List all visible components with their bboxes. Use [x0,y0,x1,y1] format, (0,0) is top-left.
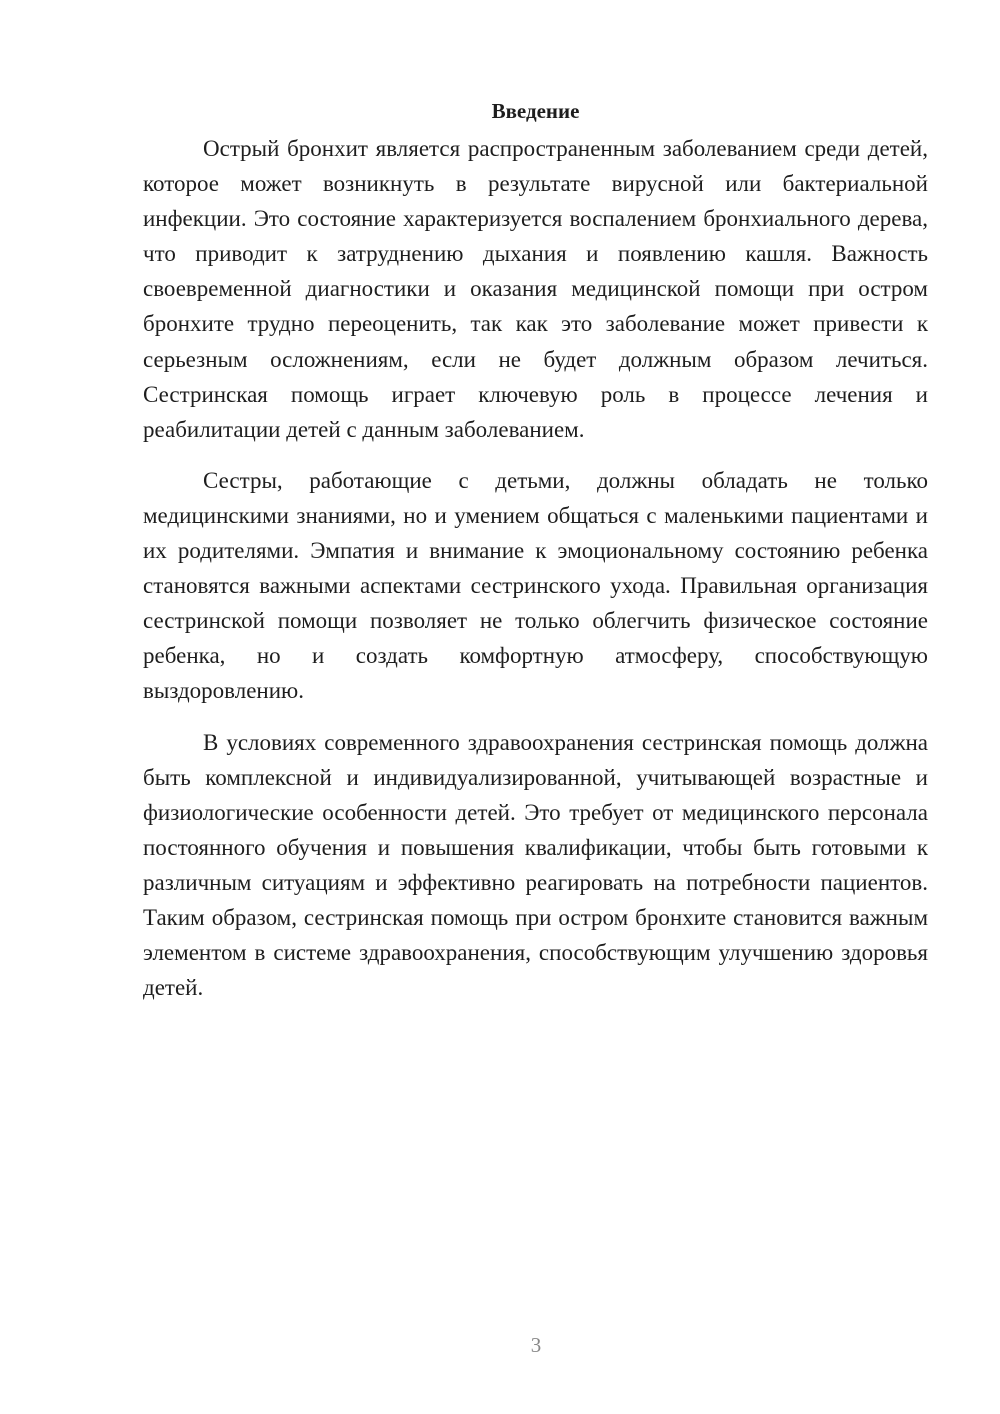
page-content [143,96,928,1021]
paragraph-1: Острый бронхит является распространенным заболеванием среди детей, которое может возникнуть в результате вирусной или бактериальной инфекции. Это состояние характеризуется воспалением бронхиального дерева, что приводит к затруднению дыхания и появлению кашля. Важность своевременной диагностики и оказания медицинской помощи при остром бронхите трудно переоценить, так как это заболевание может привести к серьезным осложнениям, если не будет должным образом лечиться. Сестринская помощь играет ключевую роль в процессе лечения и реабилитации детей с данным заболеванием. [143,136,928,442]
section-title: Введение [491,99,580,123]
paragraph-3: В условиях современного здравоохранения сестринская помощь должна быть комплексной и индивидуализированной, учитывающей возрастные и физиологические особенности детей. Это требует от медицинского персонала постоянного обучения и повышения квалификации, чтобы быть готовыми к различным ситуациям и эффективно реагировать на потребности пациентов. Таким образом, сестринская помощь при остром бронхите становится важным элементом в системе здравоохранения, способствующим улучшению здоровья детей. [143,729,928,1001]
page-number: 3 [530,1333,542,1357]
paragraph-2: Сестры, работающие с детьми, должны обладать не только медицинскими знаниями, но и умением общаться с маленькими пациентами и их родителями. Эмпатия и внимание к эмоциональному состоянию ребенка становятся важными аспектами сестринского ухода. Правильная организация сестринской помощи позволяет не только облегчить физическое состояние ребенка, но и создать комфортную атмосферу, способствующую выздоровлению. [143,467,928,704]
